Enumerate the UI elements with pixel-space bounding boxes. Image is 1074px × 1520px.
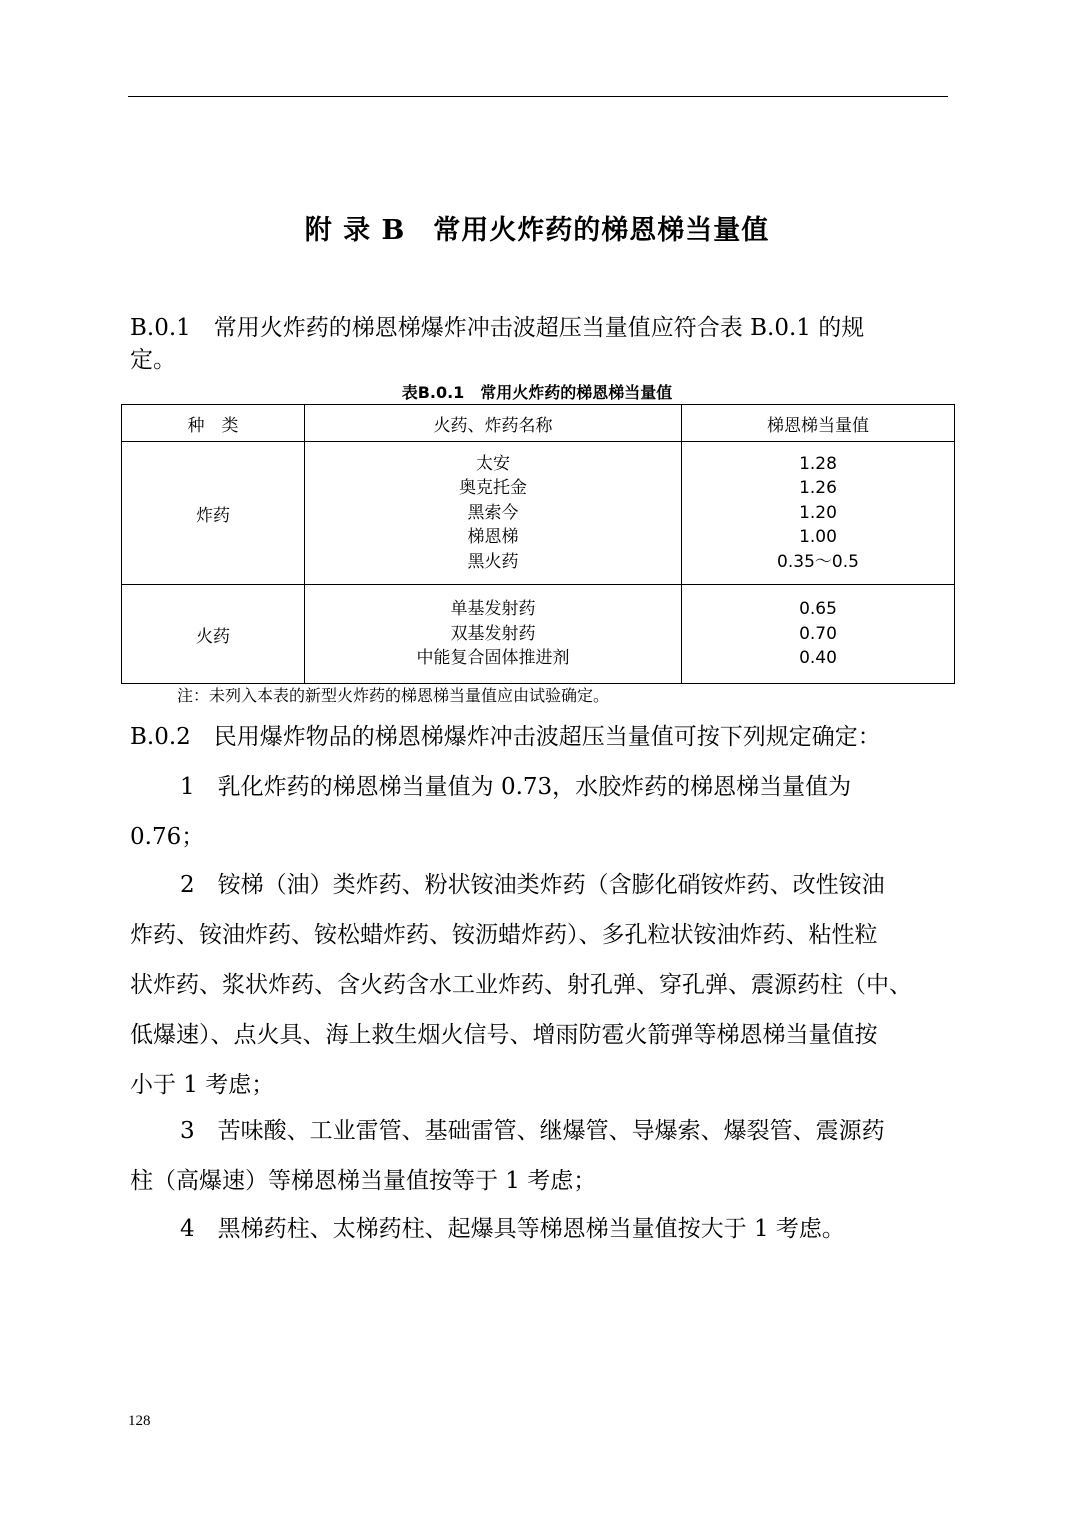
header-value: 梯恩梯当量值 [682,405,955,442]
list-item-line: 炸药、铵油炸药、铵松蜡炸药、铵沥蜡炸药）、多孔粒状铵油炸药、粘性粒 [130,922,878,948]
explosive-name: 太安 [476,453,510,474]
table-note: 注：未列入本表的新型火炸药的梯恩梯当量值应由试验确定。 [177,686,610,705]
clause-b01 [130,312,945,376]
category-cell: 炸药 [122,442,305,585]
table-row [122,585,955,684]
list-item [130,860,945,1110]
propellant-name: 双基发射药 [450,623,536,644]
table-caption: 表B.0.1 常用火炸药的梯恩梯当量值 [401,383,673,402]
list-item-line: 4 黑梯药柱、太梯药柱、起爆具等梯恩梯当量值按大于 1 考虑。 [180,1216,845,1242]
list-item-line: 1 乳化炸药的梯恩梯当量值为 0.73，水胶炸药的梯恩梯当量值为 [180,774,852,800]
header-name: 火药、炸药名称 [305,405,682,442]
list-item [130,1106,945,1206]
tnt-value: 1.26 [799,478,837,499]
names-cell [305,442,682,585]
category-cell: 火药 [122,585,305,684]
explosive-name: 黑火药 [467,551,519,572]
explosive-name: 奥克托金 [459,478,527,499]
list-item-line: 柱（高爆速）等梯恩梯当量值按等于 1 考虑； [130,1168,597,1194]
clause-b02-heading: B.0.2 民用爆炸物品的梯恩梯爆炸冲击波超压当量值可按下列规定确定： [130,724,881,750]
header-rule [128,96,948,97]
list-item [130,1204,945,1254]
values-cell [682,585,955,684]
propellant-name: 单基发射药 [450,599,536,620]
page-number: 128 [128,1413,151,1429]
values-cell [682,442,955,585]
list-item-line: 状炸药、浆状炸药、含火药含水工业炸药、射孔弹、穿孔弹、震源药柱（中、 [130,972,912,998]
list-item-line: 2 铵梯（油）类炸药、粉状铵油类炸药（含膨化硝铵炸药、改性铵油 [180,872,885,898]
tnt-value: 0.35～0.5 [777,551,859,572]
list-item [130,762,945,862]
tnt-value: 0.40 [799,648,837,669]
propellant-name: 中能复合固体推进剂 [416,648,570,669]
names-cell [305,585,682,684]
table-header-row [122,405,955,442]
tnt-value: 1.20 [799,502,837,523]
appendix-title: 附 录 B 常用火炸药的梯恩梯当量值 [304,215,770,246]
list-item-line: 3 苦味酸、工业雷管、基础雷管、继爆管、导爆索、爆裂管、震源药 [180,1118,885,1144]
tnt-value: 1.28 [799,453,837,474]
list-item-line: 小于 1 考虑； [130,1072,275,1098]
list-item-line: 0.76； [130,824,205,850]
explosive-name: 黑索今 [467,502,519,523]
table-row [122,442,955,585]
clause-b01-line1: B.0.1 常用火炸药的梯恩梯爆炸冲击波超压当量值应符合表 B.0.1 的规 [130,315,865,341]
clause-b01-line2: 定。 [130,347,176,373]
tnt-equivalent-table [121,404,955,684]
header-category: 种 类 [122,405,305,442]
explosive-name: 梯恩梯 [467,527,519,548]
tnt-value: 0.70 [799,623,837,644]
tnt-value: 0.65 [799,599,837,620]
list-item-line: 低爆速）、点火具、海上救生烟火信号、增雨防雹火箭弹等梯恩梯当量值按 [130,1022,878,1048]
tnt-value: 1.00 [799,527,837,548]
